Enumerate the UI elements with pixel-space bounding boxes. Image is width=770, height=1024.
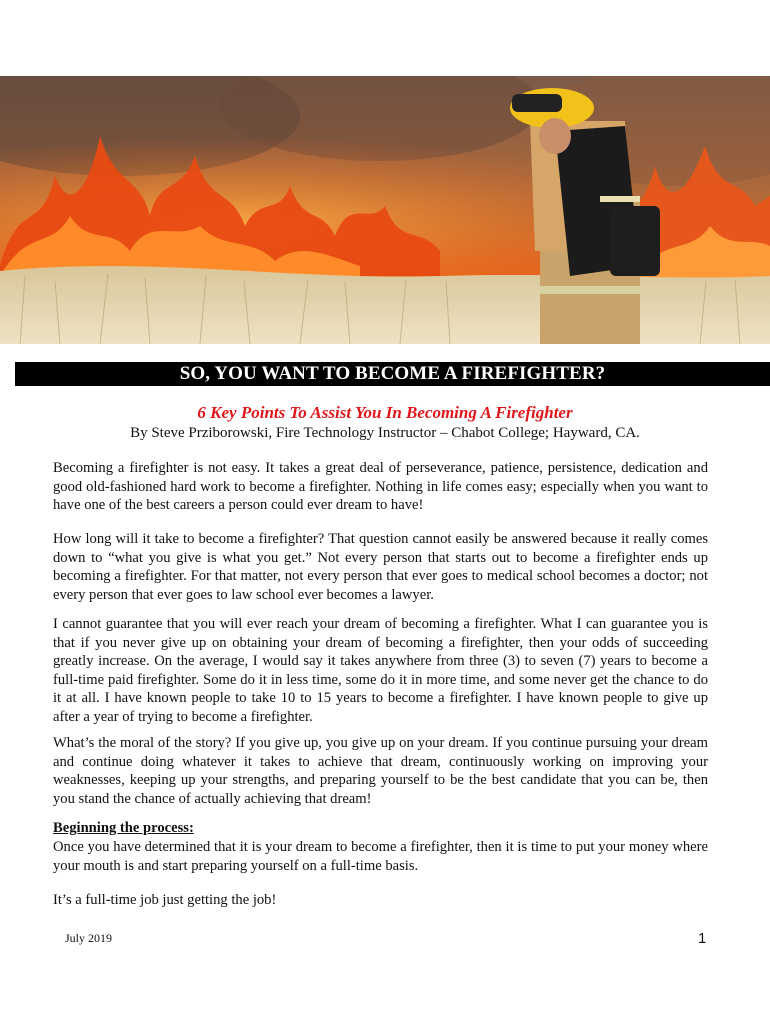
author-byline: By Steve Prziborowski, Fire Technology Instructor – Chabot College; Hayward, CA. [130,425,640,441]
page-number: 1 [698,930,707,947]
page-subtitle: 6 Key Points To Assist You In Becoming A Firefighter [197,403,573,422]
section-heading: Beginning the process: [53,820,194,836]
footer-date: July 2019 [65,931,113,945]
paragraph-beginning: Once you have determined that it is your dream to become a firefighter, then it is time to put your money where your mouth is and start preparing yourself on a full-time basis. [53,839,708,874]
page-title: SO, YOU WANT TO BECOME A FIREFIGHTER? [179,363,606,384]
page-title-bar [15,362,770,386]
paragraph-closing: It’s a full-time job just getting the job! [53,892,277,908]
paragraph-how-long: How long will it take to become a firefighter? That question cannot easily be answered because it really comes down to “what you give is what you get.” Not every person that starts out to become a firefighter ends up becoming a firefighter. For that matter, not every person that ever goes to medical school becomes a doctor; not every person that ever goes to law school ever becomes a lawyer. [53,531,708,603]
paragraph-moral: What’s the moral of the story? If you give up, you give up on your dream. If you continue pursuing your dream and continue doing whatever it takes to achieve that dream, continuously working on improving your weaknesses, keeping up your strengths, and preparing yourself to be the best candidate that you can be, then you stand the chance of actually achieving that dream! [53,735,708,807]
paragraph-guarantee: I cannot guarantee that you will ever reach your dream of becoming a firefighter. What I can guarantee you is that if you never give up on obtaining your dream of becoming a firefighter, then your odds of succeeding greatly increase. On the average, I would say it takes anywhere from three (3) to seven (7) years to become a full-time paid firefighter. Some do it in less time, some do it in more time, and some never get the chance to do it at all. I have known people to take 10 to 15 years to become a firefighter. I have known people to give up after a year of trying to become a firefighter. [53,616,708,725]
paragraph-intro: Becoming a firefighter is not easy. It takes a great deal of perseverance, patience, persistence, dedication and good old-fashioned hard work to become a firefighter. Nothing in life comes easy; especially when you want to have one of the best careers a person could ever dream to have! [53,460,708,513]
firefighter-wildfire-photo [0,76,770,344]
